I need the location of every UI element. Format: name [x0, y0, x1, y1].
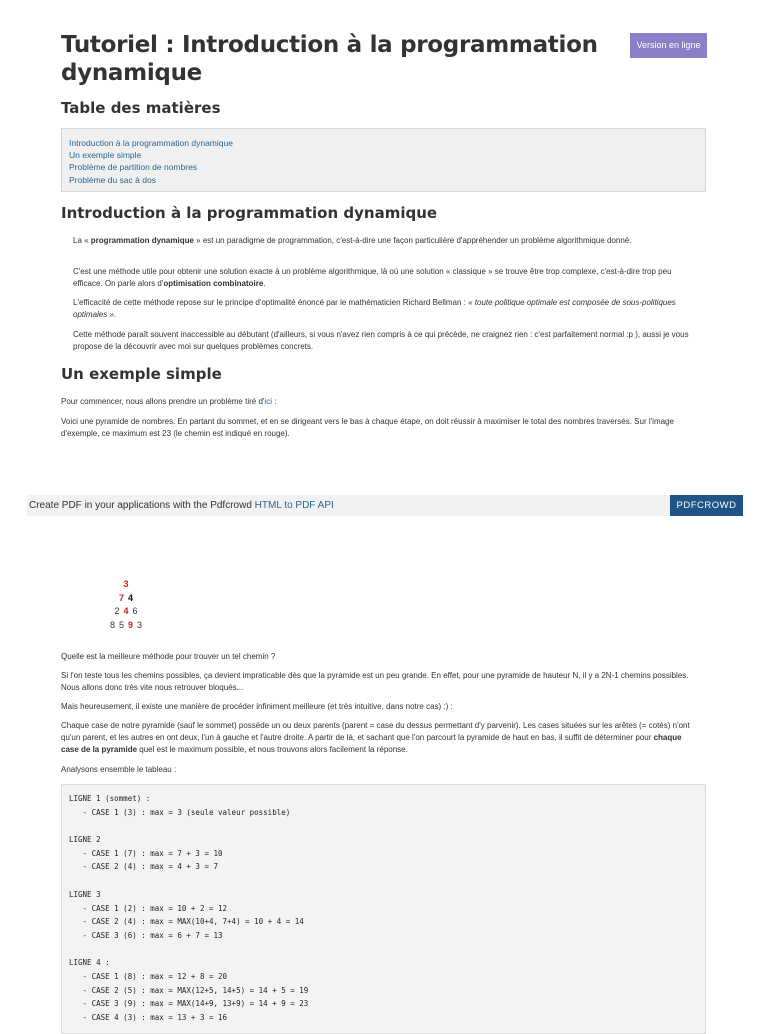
simple-paragraph-6: Chaque case de notre pyramide (sauf le sommet) possède un ou deux parents (parent = case du dessus permettant d'y parvenir). Les cases situées sur les arêtes (= cotés) n'ont qu'un parent, et les autres en ont deux, l'un à gauche et l'autre droite. A partir de là, et sachant que l'on parcourt la pyramide de haut en bas, il suffit de déterminer pour chaque case de la pyramide quel est le maximum possible, et nous trouvons alors facilement la réponse. — [61, 721, 690, 754]
toc-item — [69, 174, 698, 186]
pyramid-cell: 8 — [109, 619, 115, 630]
simple-paragraph-2: Voici une pyramide de nombres. En partant du sommet, et en se dirigeant vers le bas à chaque étape, on doit réussir à maximiser le total des nombres traversés. Sur l'image d'exemple, ce maximum est 23 (le chemin est indiqué en rouge). — [61, 417, 674, 438]
code-line: - CASE 1 (8) : max = 12 + 8 = 20 — [69, 971, 228, 981]
pyramid-cell: 4 — [128, 592, 134, 603]
simple-paragraph-7: Analysons ensemble le tableau : — [61, 765, 177, 774]
code-line — [69, 874, 698, 888]
simple-paragraph-4: Si l'on teste tous les chemins possibles, ça devient impraticable dès que la pyramide est un peu grande. En effet, pour une pyramide de hauteur N, il y a 2N-1 chemins possibles. Nous allons donc très vite nous retrouver bloqués... — [61, 671, 689, 692]
toc-item — [69, 137, 698, 149]
code-line: - CASE 1 (2) : max = 10 + 2 = 12 — [69, 903, 228, 913]
toc-item — [69, 149, 698, 161]
code-line: - CASE 2 (5) : max = MAX(12+5, 14+5) = 14 + 5 = 19 — [69, 985, 309, 995]
intro-paragraph-3: L'efficacité de cette méthode repose sur le principe d'optimalité énoncé par le mathématicien Richard Bellman : « toute politique optimale est composée de sous-politiques optimales ». — [73, 298, 676, 319]
code-line: LIGNE 1 (sommet) : — [69, 794, 151, 803]
code-line: - CASE 2 (4) : max = MAX(10+4, 7+4) = 10 + 4 = 14 — [69, 917, 304, 927]
code-line — [69, 943, 698, 957]
code-line: - CASE 2 (4) : max = 4 + 3 = 7 — [69, 862, 219, 872]
simple-paragraph-1: Pour commencer, nous allons prendre un problème tiré d'ici : — [61, 397, 277, 406]
online-version-button[interactable]: Version en ligne — [630, 33, 707, 58]
pyramid-cell: 4 — [123, 606, 129, 616]
toc-link-knapsack[interactable]: Problème du sac à dos — [69, 174, 156, 185]
code-line: - CASE 3 (6) : max = 6 + 7 = 13 — [69, 930, 223, 940]
pyramid-row — [96, 592, 156, 604]
pyramid-cell: 9 — [128, 619, 134, 630]
pyramid-cell: 3 — [137, 619, 143, 630]
code-line: LIGNE 2 — [69, 835, 101, 845]
toc-link-simple-example[interactable]: Un exemple simple — [69, 150, 142, 161]
code-line: - CASE 1 (7) : max = 7 + 3 = 10 — [69, 848, 223, 858]
pyramid-cell: 6 — [132, 606, 138, 616]
toc-heading: Table des matières — [61, 99, 221, 117]
page-title: Tutoriel : Introduction à la programmation dynamique — [61, 32, 598, 86]
pyramid-row — [96, 605, 156, 617]
table-of-contents — [61, 128, 706, 192]
code-line: - CASE 3 (9) : max = MAX(14+9, 13+9) = 14 + 9 = 23 — [69, 999, 309, 1009]
toc-link-intro[interactable]: Introduction à la programmation dynamique — [69, 138, 233, 148]
code-line: LIGNE 3 — [69, 889, 101, 899]
pyramid-row — [96, 619, 156, 631]
pdf-api-link[interactable]: HTML to PDF API — [254, 500, 334, 511]
pdfcrowd-logo[interactable]: PDFCROWD — [670, 495, 743, 516]
code-line — [69, 819, 698, 833]
section-heading-intro: Introduction à la programmation dynamique — [61, 204, 438, 222]
pyramid-cell: 5 — [118, 619, 124, 630]
pdf-banner — [27, 495, 743, 516]
intro-paragraph-4: Cette méthode paraît souvent inaccessible au débutant (d'ailleurs, si vous n'avez rien compris à ce qui précède, ne craignez rien : c'est parfaitement normal :p ), aussi je vous propose de la découvrir avec moi sur quelques problèmes concrets. — [73, 330, 689, 351]
pyramid-row — [96, 578, 156, 590]
simple-paragraph-3: Quelle est la meilleure méthode pour trouver un tel chemin ? — [61, 652, 276, 661]
source-link[interactable]: ici — [264, 397, 272, 406]
pdf-banner-text: Create PDF in your applications with the Pdfcrowd HTML to PDF API — [29, 500, 334, 511]
pyramid-cell: 2 — [114, 606, 120, 616]
toc-item — [69, 161, 698, 173]
toc-link-partition[interactable]: Problème de partition de nombres — [69, 162, 198, 173]
number-pyramid — [96, 578, 156, 632]
code-line: LIGNE 4 : — [69, 958, 110, 968]
section-heading-simple-example: Un exemple simple — [61, 365, 222, 383]
code-line: - CASE 4 (3) : max = 13 + 3 = 16 — [69, 1013, 228, 1022]
pyramid-cell: 7 — [118, 592, 124, 603]
intro-paragraph-1: La « programmation dynamique » est un paradigme de programmation, c'est-à-dire une façon particulière d'appréhender un problème algorithmique donné. — [73, 236, 632, 245]
intro-paragraph-2: C'est une méthode utile pour obtenir une solution exacte à un problème algorithmique, là où une solution « classique » se trouve être trop complexe, c'est-à-dire trop peu efficace. On parle alors d'optimisation combinatoire. — [73, 267, 672, 288]
code-block — [61, 784, 706, 1034]
pyramid-cell: 3 — [123, 579, 129, 589]
code-line: - CASE 1 (3) : max = 3 (seule valeur possible) — [69, 807, 291, 817]
simple-paragraph-5: Mais heureusement, il existe une manière de procéder infiniment meilleure (et très intuitive, dans notre cas) :) : — [61, 702, 453, 711]
